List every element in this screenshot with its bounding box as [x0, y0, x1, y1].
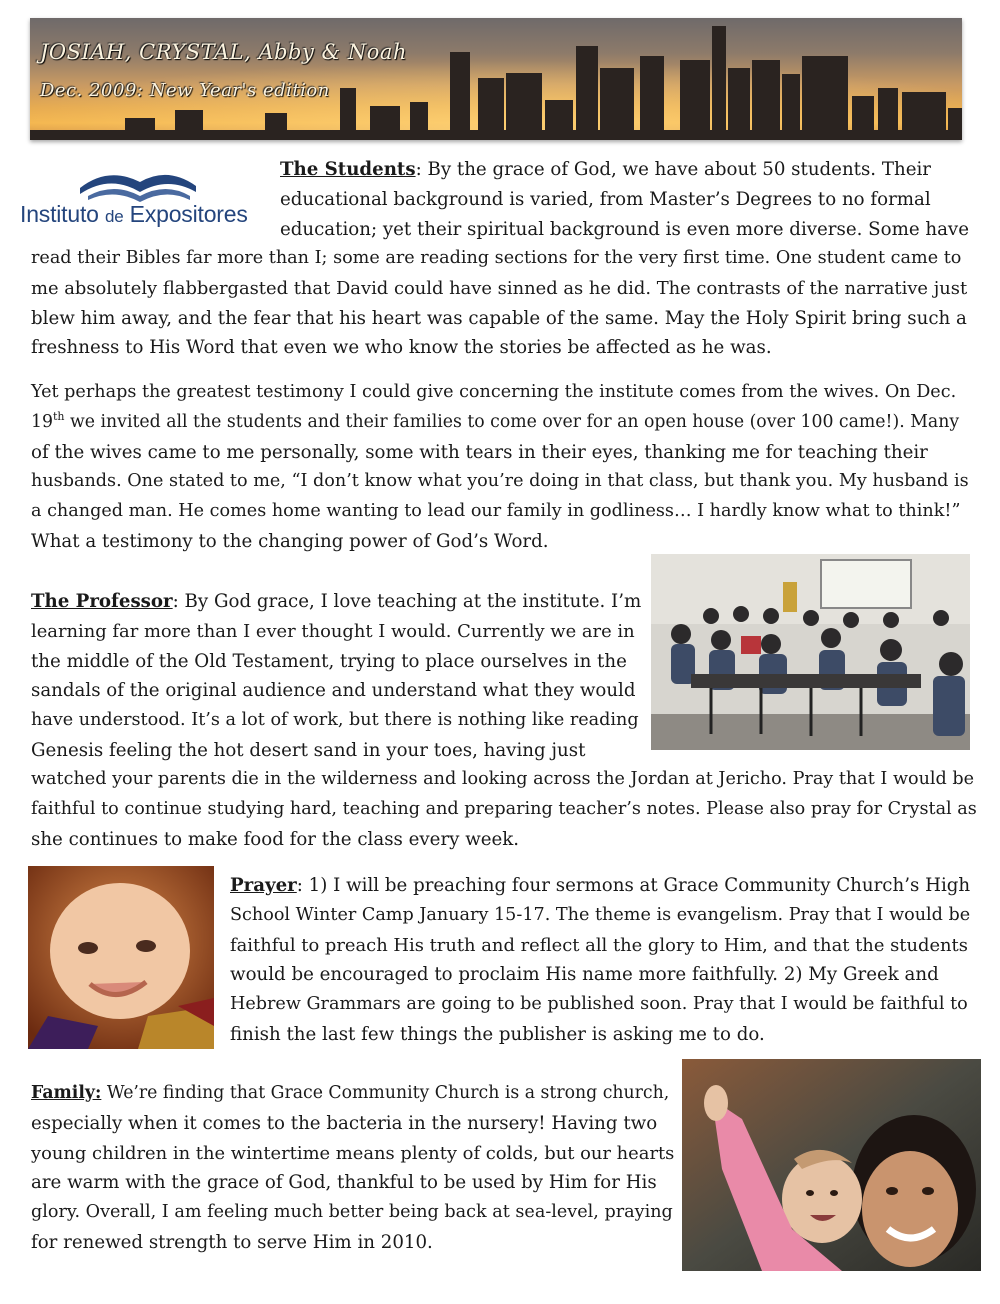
logo-word-instituto: Instituto: [20, 201, 99, 227]
professor-line: the middle of the Old Testament, trying to place ourselves in the: [31, 650, 627, 672]
students-heading: The Students: [280, 159, 416, 180]
testimony-line: of the wives came to me personally, some with tears in their eyes, thanking me for teaching their: [31, 441, 928, 463]
prayer-heading: Prayer: [230, 875, 297, 896]
family-line: young children in the wintertime means plenty of colds, but our hearts: [31, 1142, 675, 1164]
students-line: freshness to His Word that even we who know the stories be affected as he was.: [31, 337, 772, 359]
testimony-line: 19th we invited all the students and their families to come over for an open house (over 100 came!). Many: [31, 410, 960, 432]
logo-word-de: de: [104, 207, 124, 226]
instituto-logo: [18, 160, 268, 230]
logo-word-expositores: Expositores: [129, 201, 248, 227]
students-line: The Students: By the grace of God, we have about 50 students. Their: [280, 159, 931, 180]
professor-line: have understood. It’s a lot of work, but there is nothing like reading: [31, 710, 639, 731]
prayer-line: School Winter Camp January 15-17. The theme is evangelism. Pray that I would be: [230, 904, 971, 925]
testimony-line: a changed man. He comes home wanting to lead our family in godliness… I hardly know what to think!”: [31, 501, 961, 522]
prayer-line: Hebrew Grammars are going to be published soon. Pray that I would be faithful to: [230, 994, 968, 1015]
prayer-line: would be encouraged to proclaim His name more faithfully. 2) My Greek and: [230, 964, 939, 986]
testimony-line: What a testimony to the changing power of God’s Word.: [31, 530, 549, 552]
students-line: me absolutely flabbergasted that David could have sinned as he did. The contrasts of the narrative just: [31, 277, 968, 299]
family-line: glory. Overall, I am feeling much better being back at sea-level, praying: [31, 1202, 673, 1223]
prayer-line: faithful to preach His truth and reflect all the glory to Him, and that the students: [230, 934, 968, 956]
testimony-line: Yet perhaps the greatest testimony I could give concerning the institute comes from the wives. On Dec.: [31, 382, 957, 402]
professor-line: sandals of the original audience and understand what they would: [31, 680, 636, 702]
family-line: Family: We’re finding that Grace Community Church is a strong church,: [31, 1083, 670, 1103]
prayer-line: Prayer: 1) I will be preaching four sermons at Grace Community Church’s High: [230, 875, 971, 896]
header-banner: [30, 18, 962, 140]
logo-text: [20, 200, 248, 232]
prayer-line: finish the last few things the publisher is asking me to do.: [230, 1023, 765, 1045]
professor-section-continued: [31, 765, 981, 854]
students-section-continued: [31, 244, 971, 363]
banner-subtitle: Dec. 2009: New Year's edition: [40, 80, 330, 101]
professor-line: she continues to make food for the class every week.: [31, 828, 520, 850]
professor-line: learning far more than I ever thought I would. Currently we are in: [31, 620, 635, 642]
prayer-section: [230, 871, 975, 1050]
professor-line: watched your parents die in the wilderness and looking across the Jordan at Jericho. Pray that I would be: [31, 769, 975, 789]
baby-photo: [28, 866, 214, 1049]
students-line: blew him away, and the fear that his heart was capable of the same. May the Holy Spirit bring such a: [31, 307, 967, 329]
family-heading: Family:: [31, 1083, 102, 1103]
students-line: education; yet their spiritual background is even more diverse. Some have: [280, 218, 969, 240]
family-section: [31, 1079, 676, 1258]
testimony-line: husbands. One stated to me, “I don’t know what you’re doing in that class, but thank you. My husband is: [31, 471, 969, 492]
testimony-section: [31, 378, 971, 557]
professor-line: Genesis feeling the hot desert sand in your toes, having just: [31, 739, 586, 761]
students-line: educational background is varied, from Master’s Degrees to no formal: [280, 188, 931, 210]
family-line: for renewed strength to serve Him in 2010.: [31, 1231, 433, 1253]
open-book-icon: [18, 160, 268, 204]
professor-heading: The Professor: [31, 591, 173, 612]
family-photo: [682, 1059, 981, 1271]
family-line: are warm with the grace of God, thankful to be used by Him for His: [31, 1172, 657, 1194]
professor-line: faithful to continue studying hard, teaching and preparing teacher’s notes. Please also pray for Crystal as: [31, 798, 977, 819]
professor-section: [31, 587, 641, 766]
students-line: read their Bibles far more than I; some are reading sections for the very first time. One student came to: [31, 248, 962, 268]
banner-title: JOSIAH, CRYSTAL, Abby & Noah: [40, 40, 407, 64]
family-line: especially when it comes to the bacteria in the nursery! Having two: [31, 1112, 658, 1134]
classroom-photo: [651, 554, 970, 750]
students-section: [280, 155, 970, 244]
professor-line: The Professor: By God grace, I love teaching at the institute. I’m: [31, 591, 642, 612]
